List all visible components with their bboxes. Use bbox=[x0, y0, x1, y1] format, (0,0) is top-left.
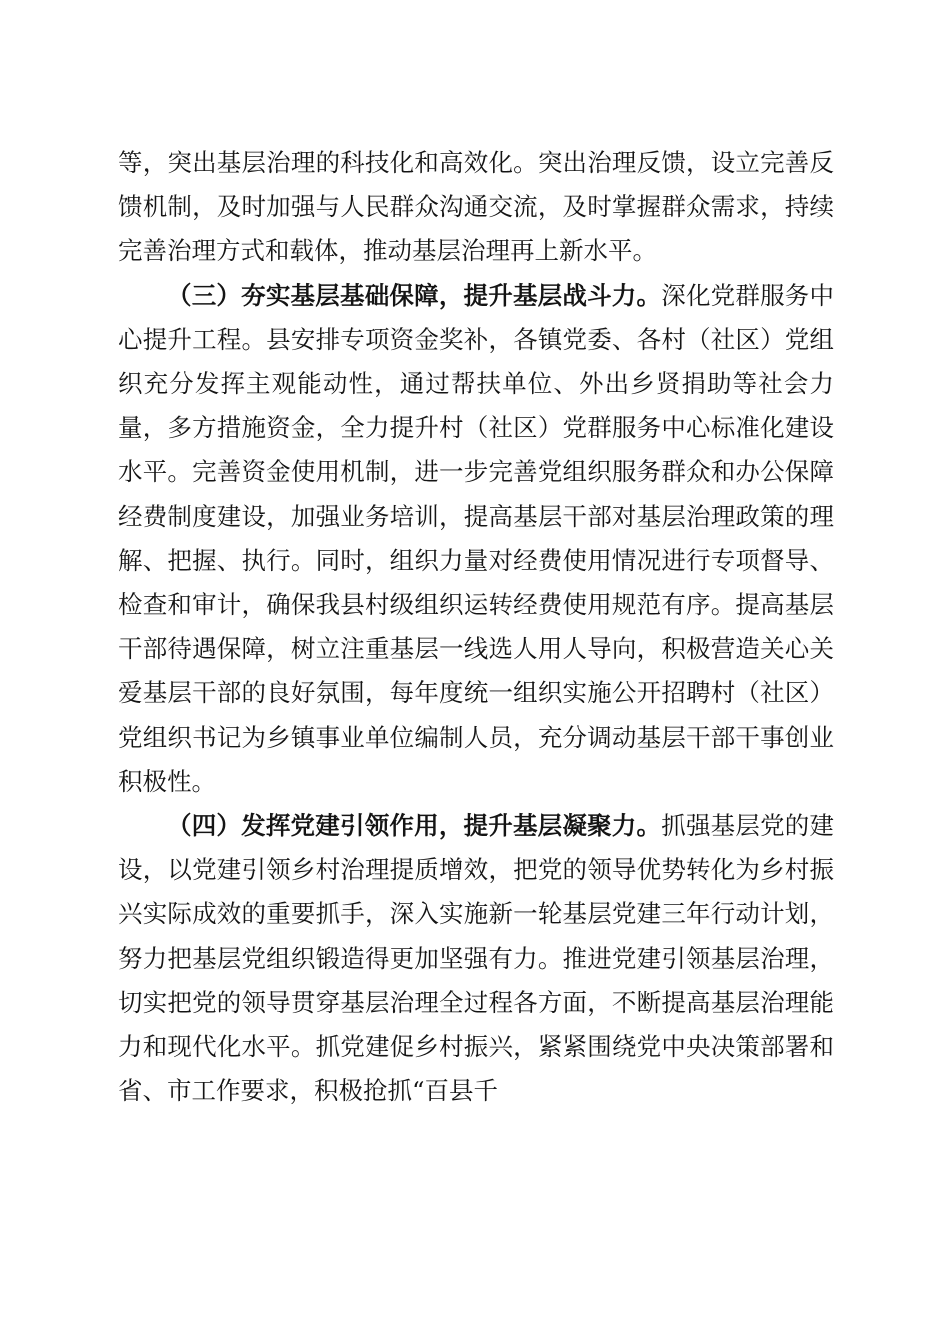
paragraph-section-4 bbox=[118, 804, 834, 1113]
document-page bbox=[118, 141, 834, 1113]
paragraph-section-3 bbox=[118, 274, 834, 804]
section-heading-4: （四）发挥党建引领作用，提升基层凝聚力。 bbox=[167, 811, 662, 841]
paragraph-text: 深化党群服务中心提升工程。县安排专项资金奖补，各镇党委、各村（社区）党组织充分发挥主观能动性，通过帮扶单位、外出乡贤捐助等社会力量，多方措施资金，全力提升村（社区）党群服务中心标准化建设水平。完善资金使用机制，进一步完善党组织服务群众和办公保障经费制度建设，加强业务培训，提高基层干部对基层治理政策的理解、把握、执行。同时，组织力量对经费使用情况进行专项督导、检查和审计，确保我县村级组织运转经费使用规范有序。提高基层干部待遇保障，树立注重基层一线选人用人导向，积极营造关心关爱基层干部的良好氛围，每年度统一组织实施公开招聘村（社区）党组织书记为乡镇事业单位编制人员，充分调动基层干部干事创业积极性。 bbox=[118, 280, 835, 796]
paragraph-continuation bbox=[118, 141, 834, 274]
paragraph-text: 等，突出基层治理的科技化和高效化。突出治理反馈，设立完善反馈机制，及时加强与人民群众沟通交流，及时掌握群众需求，持续完善治理方式和载体，推动基层治理再上新水平。 bbox=[118, 148, 834, 266]
paragraph-text: 抓强基层党的建设，以党建引领乡村治理提质增效，把党的领导优势转化为乡村振兴实际成效的重要抓手，深入实施新一轮基层党建三年行动计划，努力把基层党组织锻造得更加坚强有力。推进党建引领基层治理，切实把党的领导贯穿基层治理全过程各方面，不断提高基层治理能力和现代化水平。抓党建促乡村振兴，紧紧围绕党中央决策部署和省、市工作要求，积极抢抓“百县千 bbox=[118, 811, 835, 1106]
section-heading-3: （三）夯实基层基础保障，提升基层战斗力。 bbox=[167, 280, 662, 310]
